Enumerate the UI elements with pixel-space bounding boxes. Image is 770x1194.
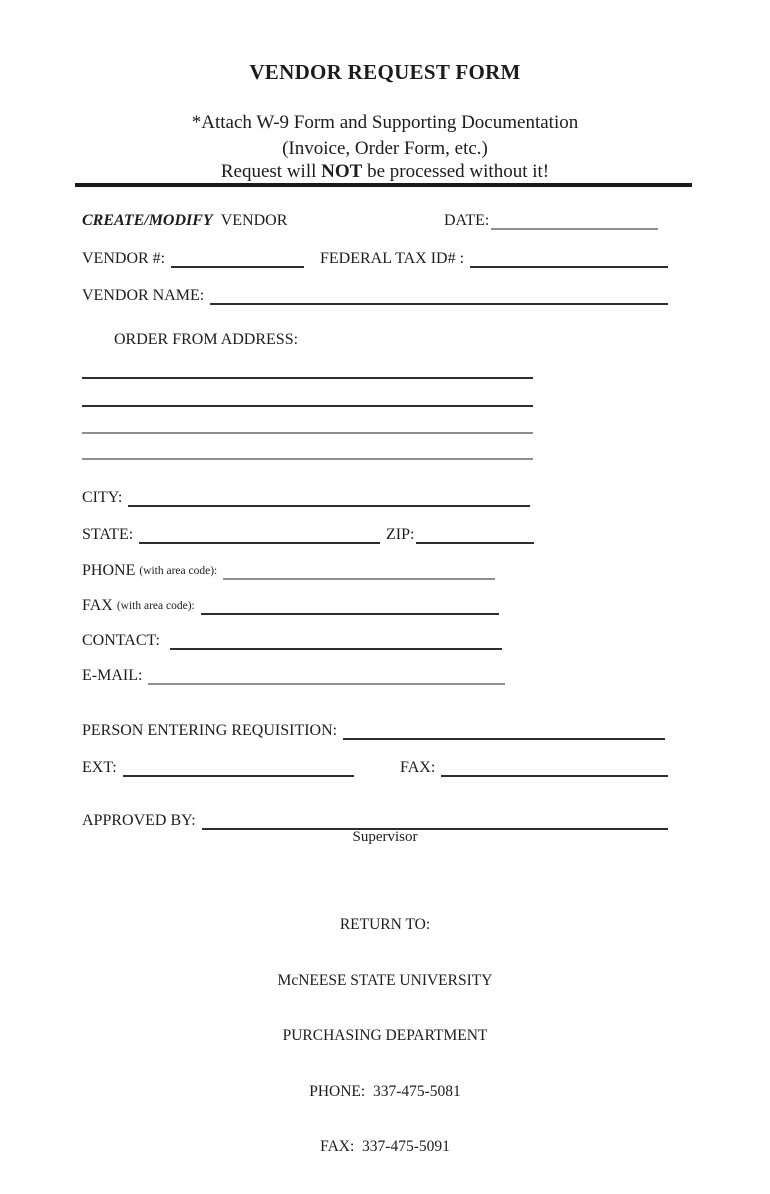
attach-note-line2: (Invoice, Order Form, etc.): [282, 138, 488, 159]
ext-field[interactable]: [123, 758, 354, 777]
person-entering-row: [82, 720, 665, 740]
vendor-number-field[interactable]: [171, 249, 304, 268]
email-row: [82, 665, 505, 685]
ext-label: EXT:: [82, 759, 117, 776]
address-line-3-field[interactable]: [82, 432, 533, 434]
city-label: CITY:: [82, 489, 123, 506]
phone-area-code-note: (with area code):: [139, 565, 218, 577]
state-label: STATE:: [82, 526, 134, 543]
email-field[interactable]: [148, 666, 505, 685]
state-row: [82, 524, 380, 544]
phone-field[interactable]: [223, 561, 495, 580]
person-entering-field[interactable]: [343, 721, 665, 740]
address-line-2-field[interactable]: [82, 405, 533, 407]
page-title: VENDOR REQUEST FORM: [249, 60, 521, 84]
ext-row: [82, 757, 354, 777]
vendor-name-field[interactable]: [210, 286, 668, 305]
fax-area-code-note: (with area code):: [116, 600, 195, 612]
phone-label: PHONE: [82, 562, 136, 579]
vendor-name-label: VENDOR NAME:: [82, 287, 205, 304]
zip-label: ZIP:: [386, 526, 415, 543]
fax2-row: [400, 757, 668, 777]
city-row: [82, 487, 530, 507]
fax2-label: FAX:: [400, 759, 436, 776]
vendor-name-row: [82, 285, 668, 305]
attach-note-line1: *Attach W-9 Form and Supporting Documentation: [191, 112, 579, 133]
address-line-1-field[interactable]: [82, 377, 533, 379]
date-field[interactable]: [491, 211, 658, 230]
order-from-address-row: [114, 329, 414, 349]
header-divider: [75, 183, 692, 187]
footer-phone-line: PHONE: 337-475-5081: [309, 1082, 461, 1100]
return-to-line: RETURN TO:: [339, 916, 431, 933]
fax-label: FAX: [82, 597, 113, 614]
create-modify-label: CREATE/MODIFY: [82, 212, 213, 229]
person-entering-label: PERSON ENTERING REQUISITION:: [82, 722, 338, 739]
supervisor-caption: Supervisor: [352, 829, 418, 845]
note-line3-suffix: be processed without it!: [367, 161, 550, 182]
zip-field[interactable]: [416, 525, 534, 544]
vendor-word-label: VENDOR: [220, 212, 288, 229]
state-field[interactable]: [139, 525, 380, 544]
department-line: PURCHASING DEPARTMENT: [282, 1027, 488, 1044]
vendor-number-label: VENDOR #:: [82, 250, 166, 267]
contact-label: CONTACT:: [82, 632, 160, 649]
zip-row: [386, 524, 534, 544]
fax2-field[interactable]: [441, 758, 668, 777]
return-to-block: [0, 879, 770, 1194]
approved-by-row: [82, 810, 668, 830]
city-field[interactable]: [128, 488, 530, 507]
university-line: McNEESE STATE UNIVERSITY: [277, 971, 493, 989]
federal-tax-id-label: FEDERAL TAX ID# :: [320, 250, 465, 267]
contact-row: [82, 630, 502, 650]
email-label: E-MAIL:: [82, 667, 143, 684]
date-row: [444, 210, 658, 230]
approved-by-field[interactable]: [202, 811, 668, 830]
phone-row: [82, 560, 495, 580]
note-line3-prefix: Request will: [220, 161, 317, 182]
federal-tax-id-field[interactable]: [470, 249, 668, 268]
vendor-number-row: [82, 248, 304, 268]
create-modify-row: [82, 210, 372, 230]
note-line3-not: NOT: [321, 161, 363, 182]
attach-note-line3: [0, 161, 770, 183]
federal-tax-id-row: [320, 248, 668, 268]
address-line-4-field[interactable]: [82, 458, 533, 460]
order-from-address-label: ORDER FROM ADDRESS:: [114, 331, 299, 348]
fax-field[interactable]: [201, 596, 499, 615]
fax-row: [82, 595, 499, 615]
contact-field[interactable]: [170, 631, 502, 650]
date-label: DATE:: [444, 212, 490, 229]
footer-fax-line: FAX: 337-475-5091: [320, 1138, 450, 1155]
approved-by-label: APPROVED BY:: [82, 812, 196, 829]
